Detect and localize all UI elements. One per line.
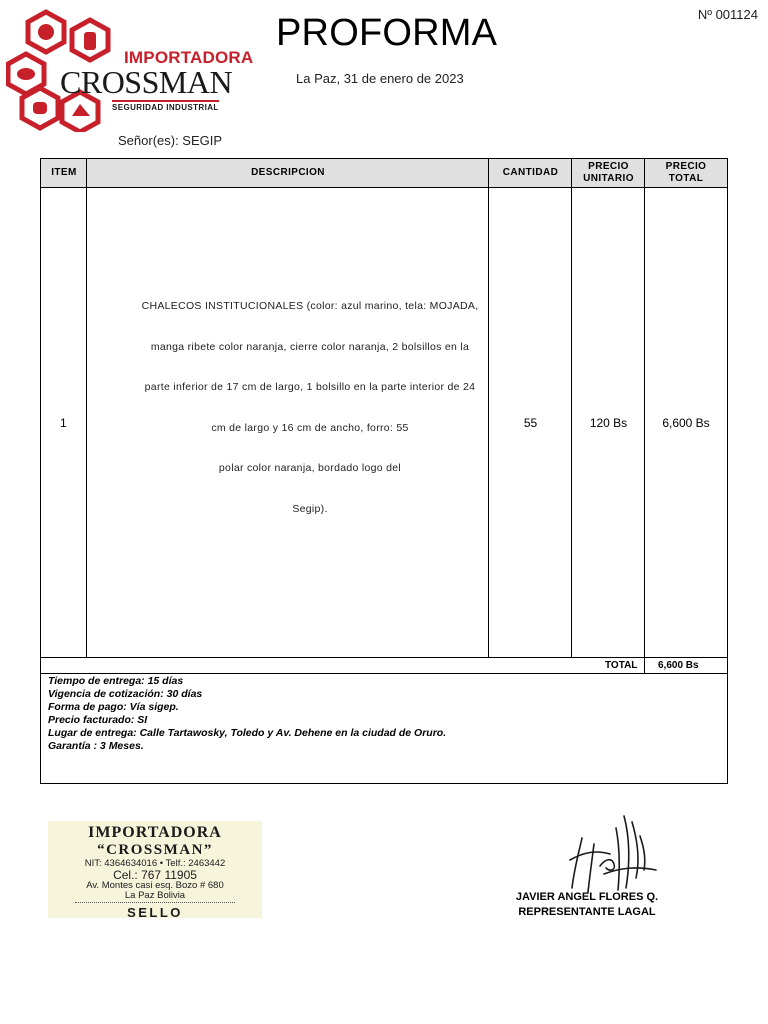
terms-list: [48, 675, 446, 753]
header-cantidad: CANTIDAD: [502, 167, 559, 178]
signer-role: REPRESENTANTE LAGAL: [518, 906, 656, 918]
header-item: ITEM: [51, 167, 77, 178]
term-validity: Vigencia de cotización: 30 días: [48, 688, 203, 700]
logo-crossman: CROSSMAN: [60, 64, 233, 100]
client-name: Señor(es): SEGIP: [118, 133, 223, 148]
proforma-table: [40, 158, 728, 784]
stamp-line: NIT: 4364634016 • Telf.: 2463442: [84, 858, 226, 869]
term-payment: Forma de pago: Vía sigep.: [48, 701, 179, 713]
cell-item: 1: [60, 416, 67, 430]
header-descripcion: DESCRIPCION: [251, 167, 325, 178]
cell-cantidad: 55: [523, 416, 538, 430]
signer-block: [512, 890, 662, 920]
desc-line: CHALECOS INSTITUCIONALES (color: azul marino, tela: MOJADA,: [141, 300, 479, 312]
signature-icon: [560, 808, 670, 898]
cell-precio-unitario: 120 Bs: [589, 416, 628, 430]
cell-precio-total: 6,600 Bs: [662, 416, 710, 430]
total-divider: [644, 658, 645, 673]
total-label: TOTAL: [605, 660, 638, 671]
stamp-line: La Paz Bolivia: [124, 890, 186, 901]
stamp-line: Cel.: 767 11905: [113, 868, 197, 882]
document-number: Nº 001124: [697, 7, 758, 22]
cell-descripcion: [87, 299, 533, 542]
desc-line: polar color naranja, bordado logo del: [218, 462, 402, 474]
stamp-line: IMPORTADORA: [88, 824, 222, 841]
stamp-divider: [75, 902, 235, 903]
company-logo: [6, 8, 254, 132]
header-precio-unitario: PRECIO UNITARIO: [583, 161, 634, 184]
document-date: La Paz, 31 de enero de 2023: [296, 71, 464, 86]
total-value: 6,600 Bs: [658, 660, 699, 671]
company-stamp: [48, 821, 262, 918]
logo-tagline: SEGURIDAD INDUSTRIAL: [112, 100, 219, 112]
header-precio-total: PRECIO TOTAL: [665, 161, 707, 184]
stamp-line: “CROSSMAN”: [97, 842, 213, 858]
stamp-line: Av. Montes casi esq. Bozo # 680: [86, 880, 224, 891]
stamp-sello: SELLO: [127, 905, 183, 920]
desc-line: Segip).: [292, 502, 328, 515]
term-delivery-time: Tiempo de entrega: 15 días: [48, 675, 184, 687]
term-invoiced: Precio facturado: SI: [48, 714, 148, 726]
term-warranty: Garantía : 3 Meses.: [48, 740, 144, 752]
desc-line: cm de largo y 16 cm de ancho, forro: 55: [211, 421, 409, 434]
desc-line: manga ribete color naranja, cierre color naranja, 2 bolsillos en la: [150, 340, 470, 353]
signer-name: JAVIER ANGEL FLORES Q.: [515, 891, 659, 903]
logo-importadora: IMPORTADORA: [124, 48, 254, 67]
document-title: PROFORMA: [276, 12, 498, 54]
total-row: [41, 657, 727, 674]
desc-line: parte inferior de 17 cm de largo, 1 bolsillo en la parte interior de 24: [144, 381, 476, 393]
term-delivery-place: Lugar de entrega: Calle Tartawosky, Toledo y Av. Dehene en la ciudad de Oruro.: [48, 727, 447, 739]
